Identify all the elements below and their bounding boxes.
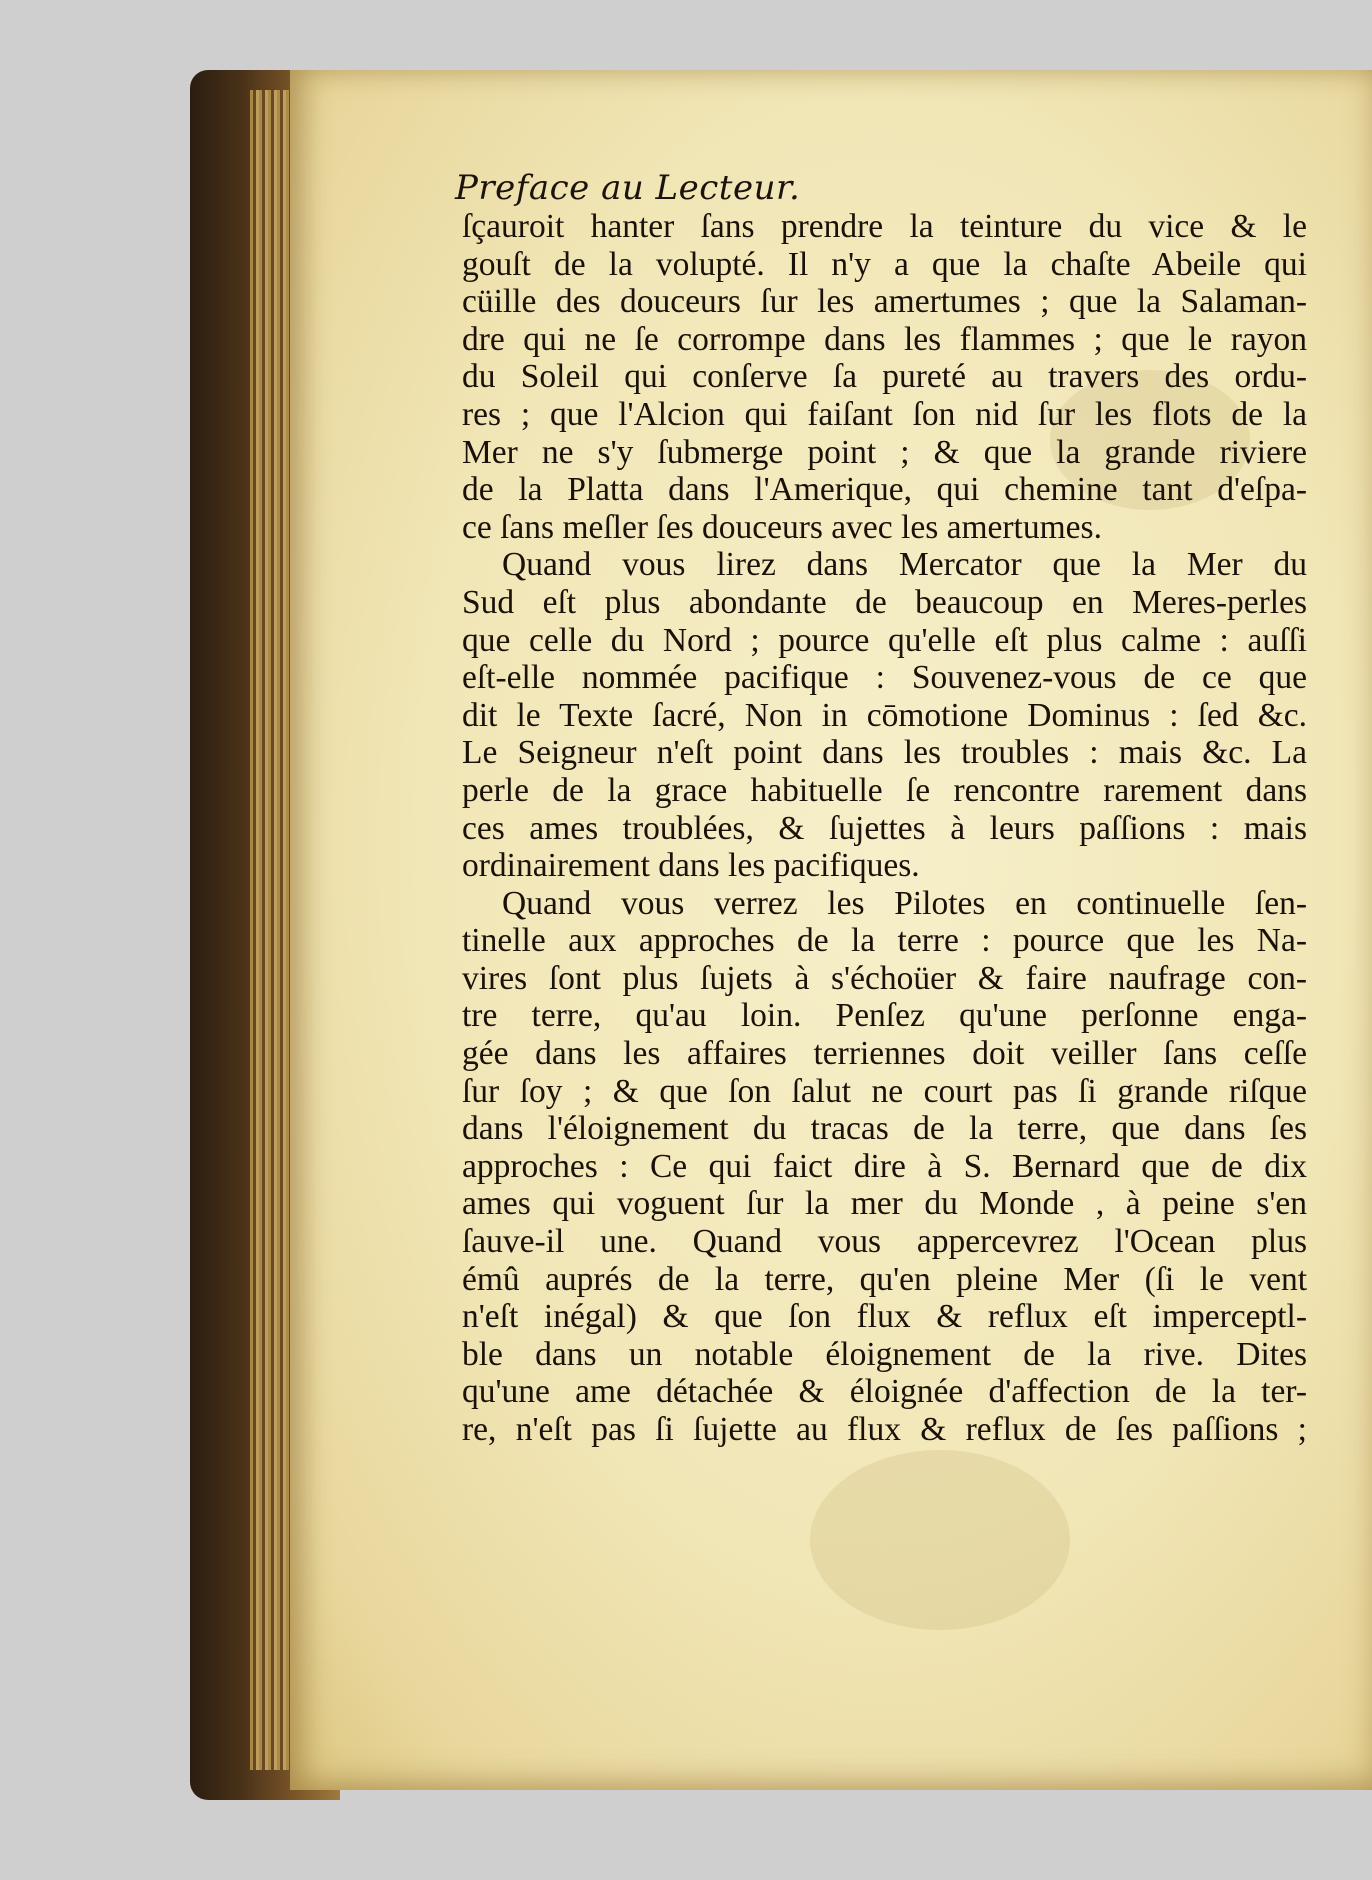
text-line: res ; que l'Alcion qui faiſant ſon nid ſur les flots de la: [462, 395, 1307, 433]
text-line: n'eſt inégal) & que ſon flux & reflux eſt imperceptl-: [462, 1298, 1307, 1336]
text-line: ames qui voguent ſur la mer du Monde , à peine s'en: [462, 1185, 1307, 1223]
text-line: ſur ſoy ; & que ſon ſalut ne court pas ſi grande riſque: [462, 1072, 1307, 1110]
text-line: ble dans un notable éloignement de la rive. Dites: [462, 1335, 1307, 1373]
text-line: ce ſans meſler ſes douceurs avec les amertumes.: [462, 508, 1102, 546]
text-line: Sud eſt plus abondante de beaucoup en Meres-perles: [462, 583, 1307, 621]
text-line: de la Platta dans l'Amerique, qui chemine tant d'eſpa-: [462, 471, 1307, 509]
text-line: qu'une ame détachée & éloignée d'affection de la ter-: [462, 1373, 1307, 1411]
body-text: [462, 208, 1307, 1449]
text-line: Mer ne s'y ſubmerge point ; & que la grande riviere: [462, 433, 1307, 471]
text-line: vires ſont plus ſujets à s'échoüer & faire naufrage con-: [462, 959, 1307, 997]
text-line: approches : Ce qui faict dire à S. Bernard que de dix: [462, 1147, 1307, 1185]
text-line: re, n'eſt pas ſi ſujette au flux & reflux de ſes paſſions ;: [462, 1411, 1307, 1448]
text-line: ſauve-il une. Quand vous appercevrez l'Ocean plus: [462, 1223, 1307, 1261]
text-line: Quand vous verrez les Pilotes en continuelle ſen-: [502, 884, 1307, 922]
running-head: Preface au Lecteur.: [455, 168, 801, 208]
text-line: tinelle aux approches de la terre : pource que les Na-: [462, 922, 1307, 960]
text-line: perle de la grace habituelle ſe rencontre rarement dans: [462, 771, 1307, 809]
text-line: ordinairement dans les pacifiques.: [462, 847, 920, 885]
text-line: dit le Texte ſacré, Non in cōmotione Dominus : ſed &c.: [462, 696, 1307, 734]
text-line: Quand vous lirez dans Mercator que la Mer du: [502, 546, 1307, 584]
text-line: que celle du Nord ; pource qu'elle eſt plus calme : auſſi: [462, 621, 1307, 659]
text-line: tre terre, qu'au loin. Penſez qu'une perſonne enga-: [462, 997, 1307, 1035]
text-line: dre qui ne ſe corrompe dans les flammes ; que le rayon: [462, 320, 1307, 358]
text-line: ſçauroit hanter ſans prendre la teinture du vice & le: [462, 208, 1307, 245]
text-line: ces ames troublées, & ſujettes à leurs paſſions : mais: [462, 809, 1307, 847]
text-line: dans l'éloignement du tracas de la terre, que dans ſes: [462, 1110, 1307, 1148]
text-line: cüille des douceurs ſur les amertumes ; que la Salaman-: [462, 283, 1307, 321]
text-line: gouſt de la volupté. Il n'y a que la chaſte Abeile qui: [462, 245, 1307, 283]
text-line: émû auprés de la terre, qu'en pleine Mer (ſi le vent: [462, 1260, 1307, 1298]
text-line: gée dans les affaires terriennes doit veiller ſans ceſſe: [462, 1035, 1307, 1073]
text-line: eſt-elle nommée pacifique : Souvenez-vous de ce que: [462, 659, 1307, 697]
paper-stain: [810, 1450, 1070, 1630]
text-line: Le Seigneur n'eſt point dans les troubles : mais &c. La: [462, 734, 1307, 772]
text-line: du Soleil qui conſerve ſa pureté au travers des ordu-: [462, 358, 1307, 396]
